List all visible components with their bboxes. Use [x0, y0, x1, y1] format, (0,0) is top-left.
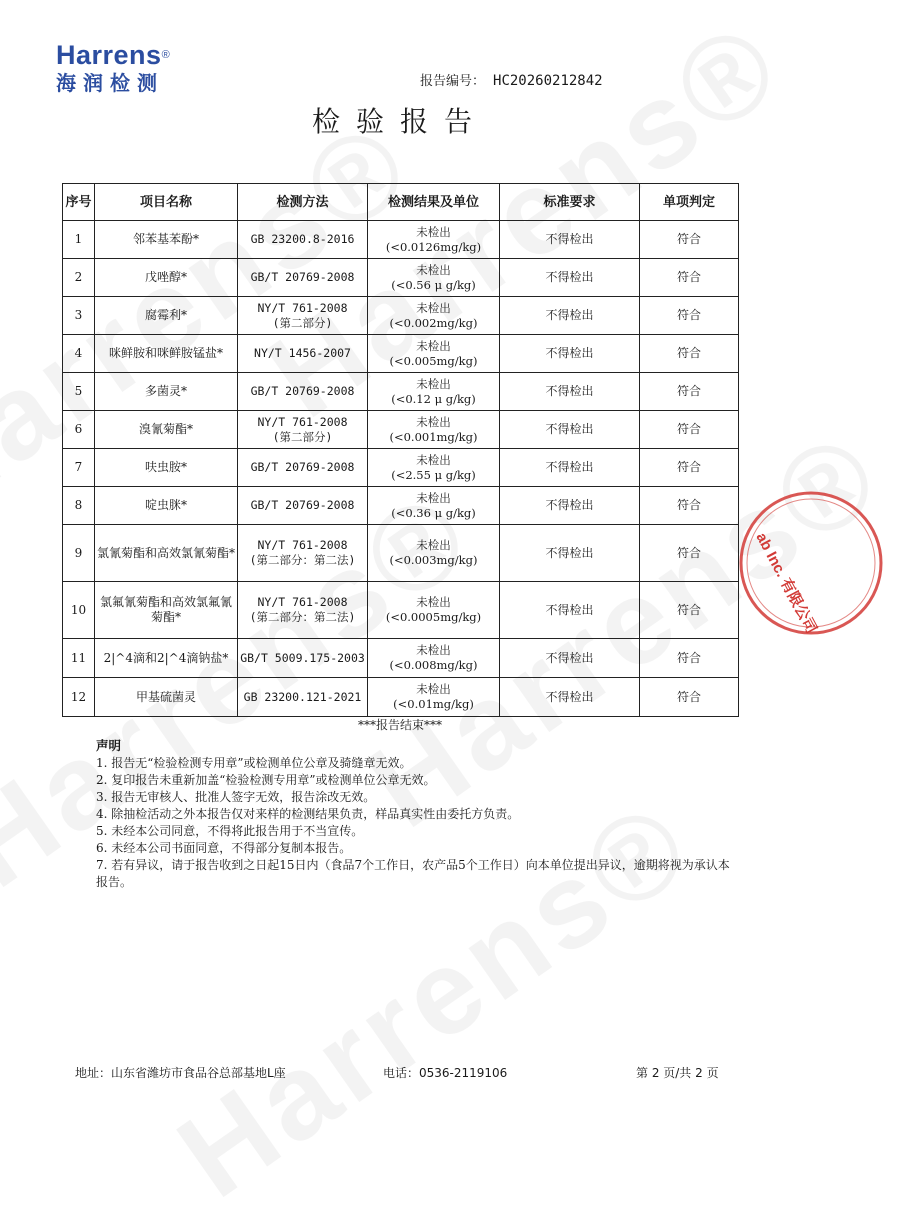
table-row	[63, 411, 739, 449]
table-row	[63, 678, 739, 717]
test-method: GB/T 20769-2008	[238, 487, 368, 525]
row-number: 2	[63, 259, 95, 297]
test-result: 未检出 (<0.001mg/kg)	[368, 411, 500, 449]
report-number-label: 报告编号：	[420, 74, 486, 89]
test-method: GB/T 20769-2008	[238, 449, 368, 487]
item-name: 氯氟氰菊酯和高效氯氟氰菊酯*	[95, 582, 238, 639]
seal-text: ab Inc. 有限公司	[752, 529, 820, 637]
standard-requirement: 不得检出	[500, 411, 640, 449]
logo-text-en: Harrens	[56, 40, 162, 70]
verdict: 符合	[640, 373, 739, 411]
table-row	[63, 525, 739, 582]
report-end-mark: ***报告结束***	[357, 718, 442, 732]
row-number: 12	[63, 678, 95, 717]
row-number: 5	[63, 373, 95, 411]
item-name: 戊唑醇*	[95, 259, 238, 297]
table-row	[63, 221, 739, 259]
declaration-section	[96, 737, 736, 891]
company-logo	[56, 40, 206, 96]
column-header: 标准要求	[500, 184, 640, 221]
test-method: NY/T 761-2008 (第二部分：第二法)	[238, 525, 368, 582]
item-name: 啶虫脒*	[95, 487, 238, 525]
standard-requirement: 不得检出	[500, 297, 640, 335]
declaration-item: 2. 复印报告未重新加盖“检验检测专用章”或检测单位公章无效。	[96, 773, 436, 787]
item-name: 咪鲜胺和咪鲜胺锰盐*	[95, 335, 238, 373]
verdict: 符合	[640, 525, 739, 582]
test-method: NY/T 761-2008 (第二部分)	[238, 297, 368, 335]
test-result: 未检出 (<0.36 μ g/kg)	[368, 487, 500, 525]
verdict: 符合	[640, 487, 739, 525]
standard-requirement: 不得检出	[500, 582, 640, 639]
standard-requirement: 不得检出	[500, 373, 640, 411]
declaration-item: 1. 报告无“检验检测专用章”或检测单位公章及骑缝章无效。	[96, 756, 412, 770]
test-result: 未检出 (<0.12 μ g/kg)	[368, 373, 500, 411]
item-name: 2|^4滴和2|^4滴钠盐*	[95, 639, 238, 678]
verdict: 符合	[640, 639, 739, 678]
row-number: 8	[63, 487, 95, 525]
verdict: 符合	[640, 582, 739, 639]
item-name: 氯氰菊酯和高效氯氰菊酯*	[95, 525, 238, 582]
verdict: 符合	[640, 449, 739, 487]
verdict: 符合	[640, 335, 739, 373]
standard-requirement: 不得检出	[500, 525, 640, 582]
standard-requirement: 不得检出	[500, 259, 640, 297]
item-name: 甲基硫菌灵	[95, 678, 238, 717]
item-name: 呋虫胺*	[95, 449, 238, 487]
standard-requirement: 不得检出	[500, 639, 640, 678]
column-header: 检测结果及单位	[368, 184, 500, 221]
test-result: 未检出 (<0.003mg/kg)	[368, 525, 500, 582]
test-result: 未检出 (<0.0126mg/kg)	[368, 221, 500, 259]
row-number: 9	[63, 525, 95, 582]
test-result: 未检出 (<0.002mg/kg)	[368, 297, 500, 335]
column-header: 单项判定	[640, 184, 739, 221]
test-method: GB 23200.121-2021	[238, 678, 368, 717]
table-row	[63, 297, 739, 335]
table-row	[63, 259, 739, 297]
test-result: 未检出 (<0.005mg/kg)	[368, 335, 500, 373]
standard-requirement: 不得检出	[500, 678, 640, 717]
table-row	[63, 373, 739, 411]
report-number-value: HC20260212842	[493, 73, 603, 89]
test-method: GB/T 20769-2008	[238, 373, 368, 411]
test-method: GB/T 20769-2008	[238, 259, 368, 297]
verdict: 符合	[640, 678, 739, 717]
table-row	[63, 449, 739, 487]
declaration-title: 声明	[96, 738, 122, 753]
standard-requirement: 不得检出	[500, 221, 640, 259]
test-result: 未检出 (<0.0005mg/kg)	[368, 582, 500, 639]
verdict: 符合	[640, 259, 739, 297]
page-indicator: 第 2 页/共 2 页	[636, 1066, 719, 1080]
verdict: 符合	[640, 221, 739, 259]
declaration-item: 3. 报告无审核人、批准人签字无效，报告涂改无效。	[96, 790, 376, 804]
table-row	[63, 582, 739, 639]
logo-text-cn: 海润检测	[56, 71, 164, 95]
table-row	[63, 335, 739, 373]
test-method: GB/T 5009.175-2003	[238, 639, 368, 678]
official-seal	[736, 488, 886, 638]
row-number: 6	[63, 411, 95, 449]
item-name: 邻苯基苯酚*	[95, 221, 238, 259]
verdict: 符合	[640, 297, 739, 335]
test-result: 未检出 (<0.008mg/kg)	[368, 639, 500, 678]
footer-address: 地址：山东省潍坊市食品谷总部基地L座	[75, 1066, 286, 1080]
table-header-row	[63, 184, 739, 221]
test-method: NY/T 761-2008 (第二部分)	[238, 411, 368, 449]
footer-phone: 电话：0536-2119106	[383, 1066, 508, 1080]
table-row	[63, 639, 739, 678]
declaration-item: 7. 若有异议，请于报告收到之日起15日内（食品7个工作日，农产品5个工作日）向本单位提出异议，逾期将视为承认本报告。	[96, 858, 730, 889]
item-name: 腐霉利*	[95, 297, 238, 335]
test-result: 未检出 (<2.55 μ g/kg)	[368, 449, 500, 487]
declaration-item: 4. 除抽检活动之外本报告仅对来样的检测结果负责，样品真实性由委托方负责。	[96, 807, 520, 821]
test-method: NY/T 1456-2007	[238, 335, 368, 373]
registered-mark: ®	[161, 49, 171, 61]
test-result: 未检出 (<0.01mg/kg)	[368, 678, 500, 717]
row-number: 3	[63, 297, 95, 335]
column-header: 序号	[63, 184, 95, 221]
item-name: 多菌灵*	[95, 373, 238, 411]
declaration-item: 5. 未经本公司同意，不得将此报告用于不当宣传。	[96, 824, 364, 838]
report-number	[420, 70, 603, 89]
results-table	[62, 183, 739, 717]
row-number: 1	[63, 221, 95, 259]
test-result: 未检出 (<0.56 μ g/kg)	[368, 259, 500, 297]
test-method: NY/T 761-2008 (第二部分：第二法)	[238, 582, 368, 639]
page-title: 检验报告	[311, 105, 488, 138]
standard-requirement: 不得检出	[500, 335, 640, 373]
test-method: GB 23200.8-2016	[238, 221, 368, 259]
row-number: 7	[63, 449, 95, 487]
item-name: 溴氰菊酯*	[95, 411, 238, 449]
column-header: 检测方法	[238, 184, 368, 221]
standard-requirement: 不得检出	[500, 487, 640, 525]
column-header: 项目名称	[95, 184, 238, 221]
row-number: 10	[63, 582, 95, 639]
verdict: 符合	[640, 411, 739, 449]
row-number: 4	[63, 335, 95, 373]
table-row	[63, 487, 739, 525]
standard-requirement: 不得检出	[500, 449, 640, 487]
row-number: 11	[63, 639, 95, 678]
declaration-item: 6. 未经本公司书面同意，不得部分复制本报告。	[96, 841, 352, 855]
